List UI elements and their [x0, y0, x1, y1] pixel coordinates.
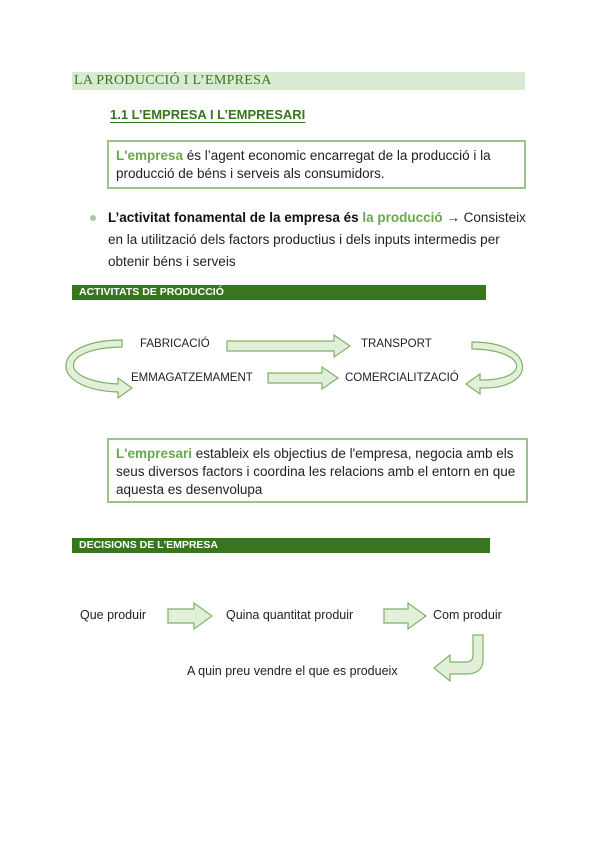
- label-emmagatzemament: EMMAGATZEMAMENT: [131, 372, 253, 384]
- section-subtitle: 1.1 L’EMPRESA I L’EMPRESARI: [110, 107, 306, 122]
- label-transport: TRANSPORT: [361, 338, 432, 350]
- term-empresari: L'empresari: [116, 446, 192, 461]
- label-fabricacio: FABRICACIÓ: [140, 338, 210, 350]
- section-header-activitats: ACTIVITATS DE PRODUCCIÓ: [72, 285, 486, 300]
- curved-arrow-left-icon: [66, 340, 132, 398]
- arrow-que-quantitat-icon: [168, 603, 212, 629]
- arrow-quantitat-com-icon: [384, 603, 426, 629]
- bullet-rest: → Consisteix en la utilització dels factors productius i dels inputs intermedis per obtenir béns i serveis: [108, 210, 526, 269]
- definition-empresari-text: estableix els objectius de l'empresa, negocia amb els seus diversos factors i coordina les relacions amb el entorn en que aquesta es desenvolupa: [116, 446, 516, 497]
- curved-arrow-down-icon: [434, 635, 483, 681]
- definition-empresa-text: és l’agent economic encarregat de la producció i la producció de béns i serveis als consumidors.: [116, 148, 491, 181]
- label-quina-quantitat: Quina quantitat produir: [226, 608, 354, 622]
- section-header-decisions: DECISIONS DE L'EMPRESA: [72, 538, 490, 553]
- bullet-highlight: la producció: [362, 210, 443, 225]
- label-preu: A quin preu vendre el que es produeix: [187, 664, 398, 678]
- page-title: LA PRODUCCIÓ I L’EMPRESA: [74, 73, 272, 88]
- arrow-fabricacio-transport-icon: [227, 335, 350, 357]
- arrow-emmagatzemament-comercialitzacio-icon: [268, 367, 338, 389]
- term-empresa: L'empresa: [116, 148, 183, 163]
- label-comercialitzacio: COMERCIALITZACIÓ: [345, 372, 459, 384]
- label-que-produir: Que produir: [80, 608, 147, 622]
- curved-arrow-right-icon: [466, 342, 523, 394]
- bullet-bold: L’activitat fonamental de la empresa és: [108, 210, 363, 225]
- definition-box-empresari: [107, 438, 528, 503]
- label-com-produir: Com produir: [433, 608, 502, 622]
